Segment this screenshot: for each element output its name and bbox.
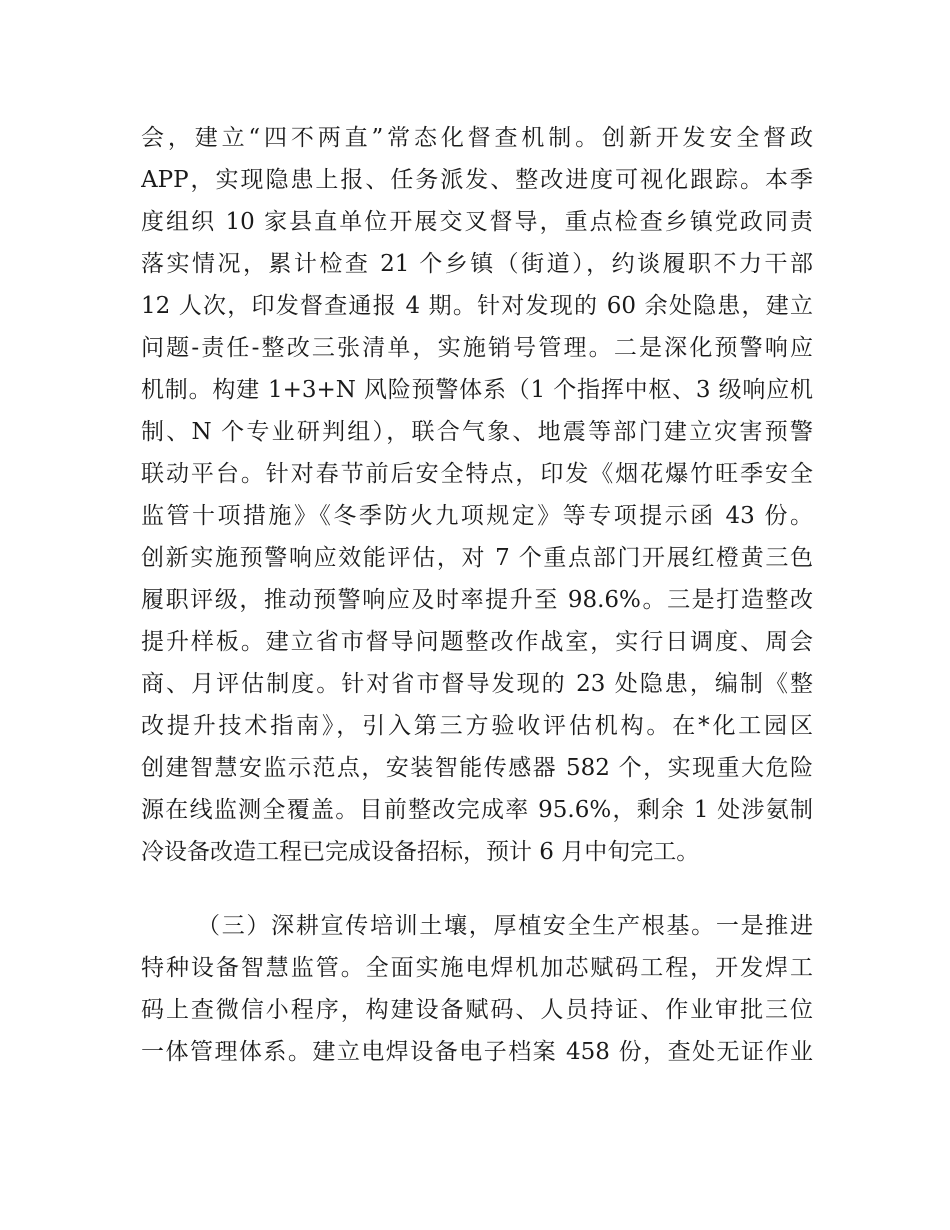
paragraph-1-line-7: 机制。构建 1+3+N 风险预警体系（1 个指挥中枢、3 级响应机 (141, 377, 813, 403)
paragraph-2-line-3: 码上查微信小程序，构建设备赋码、人员持证、作业审批三位 (141, 997, 813, 1023)
paragraph-1-line-13: 提升样板。建立省市督导问题整改作战室，实行日调度、周会 (141, 629, 813, 655)
paragraph-1-line-8: 制、N 个专业研判组），联合气象、地震等部门建立灾害预警 (141, 419, 813, 445)
paragraph-2-line-1: （三）深耕宣传培训土壤，厚植安全生产根基。一是推进 (197, 913, 813, 939)
paragraph-2-line-4: 一体管理体系。建立电焊设备电子档案 458 份，查处无证作业 (141, 1039, 813, 1065)
paragraph-1-line-1: 会，建立“四不两直”常态化督查机制。创新开发安全督政 (141, 125, 813, 151)
paragraph-1-line-18: 冷设备改造工程已完成设备招标，预计 6 月中旬完工。 (141, 839, 700, 865)
paragraph-1-line-16: 创建智慧安监示范点，安装智能传感器 582 个，实现重大危险 (141, 755, 813, 781)
paragraph-1-line-4: 落实情况，累计检查 21 个乡镇（街道），约谈履职不力干部 (141, 251, 813, 277)
paragraph-2-line-2: 特种设备智慧监管。全面实施电焊机加芯赋码工程，开发焊工 (141, 955, 813, 981)
paragraph-1-line-9: 联动平台。针对春节前后安全特点，印发《烟花爆竹旺季安全 (141, 461, 813, 487)
paragraph-1-line-12: 履职评级，推动预警响应及时率提升至 98.6%。三是打造整改 (141, 587, 813, 613)
paragraph-1-line-10: 监管十项措施》《冬季防火九项规定》等专项提示函 43 份。 (141, 503, 813, 529)
paragraph-1-line-11: 创新实施预警响应效能评估，对 7 个重点部门开展红橙黄三色 (141, 545, 813, 571)
paragraph-1-line-17: 源在线监测全覆盖。目前整改完成率 95.6%，剩余 1 处涉氨制 (141, 797, 813, 823)
paragraph-1-line-2: APP，实现隐患上报、任务派发、整改进度可视化跟踪。本季 (141, 167, 813, 193)
paragraph-1-line-5: 12 人次，印发督查通报 4 期。针对发现的 60 余处隐患，建立 (141, 293, 813, 319)
paragraph-1-line-6: 问题-责任-整改三张清单，实施销号管理。二是深化预警响应 (141, 335, 813, 361)
paragraph-1-line-14: 商、月评估制度。针对省市督导发现的 23 处隐患，编制《整 (141, 671, 813, 697)
paragraph-1-line-3: 度组织 10 家县直单位开展交叉督导，重点检查乡镇党政同责 (141, 209, 813, 235)
paragraph-1-line-15: 改提升技术指南》，引入第三方验收评估机构。在*化工园区 (141, 713, 813, 739)
